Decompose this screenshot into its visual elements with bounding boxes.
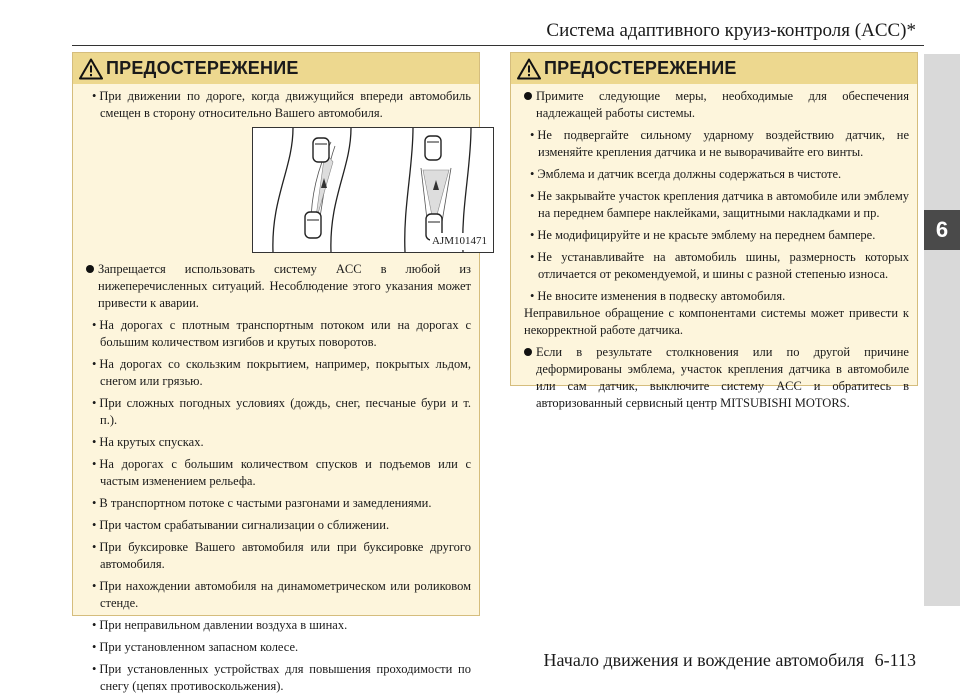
list-item: • При нахождении автомобиля на динамометрическом или роликовом стенде. (90, 578, 471, 612)
list-item: • На дорогах со скользким покрытием, например, покрытых льдом, снегом или грязью. (90, 356, 471, 390)
chapter-number: 6 (924, 210, 960, 250)
warning-header (73, 53, 479, 84)
page-footer (538, 650, 916, 671)
list-item: • Не устанавливайте на автомобиль шины, размерность которых отличается от рекомендуемой, и шины с разной степенью износа. (528, 249, 909, 283)
note-text: Неправильное обращение с компонентами системы может привести к некорректной работе датчика. (524, 306, 909, 337)
list-item: • При буксировке Вашего автомобиля или при буксировке другого автомобиля. (90, 539, 471, 573)
figure-code: AJM101471 (430, 233, 489, 250)
chapter-side-tab (924, 54, 960, 606)
list-item: • Не закрывайте участок крепления датчика в автомобиле или эмблему на переднем бампере наклейками, защитными накладками и пр. (528, 188, 909, 222)
list-item: • При неправильном давлении воздуха в шинах. (90, 617, 471, 634)
page-header-title: Система адаптивного круиз-контроля (ACC)* (546, 20, 916, 41)
main-warning-item: Запрещается использовать систему ACC в любой из нижеперечисленных ситуаций. Несоблюдение этого указания может привести к аварии. (86, 261, 471, 312)
offset-vehicle-illustration (252, 127, 494, 253)
warning-panel-right (510, 52, 918, 410)
list-item: • При частом срабатывании сигнализации о сближении. (90, 517, 471, 534)
list-item: • На крутых спусках. (90, 434, 471, 451)
list-item: • При установленных устройствах для повышения проходимости по снегу (цепях противоскольжения). (90, 661, 471, 695)
list-item: • На дорогах с большим количеством спусков и подъемов или с частым изменением рельефа. (90, 456, 471, 490)
warning-triangle-icon (79, 58, 103, 80)
main-warning-item: Если в результате столкновения или по другой причине деформированы эмблема, участок крепления датчика в автомобиле или сам датчик, выключите систему ACC и обратитесь в авторизованный сервисный центр MITSUBISHI MOTORS. (524, 344, 909, 412)
warning-panel-left (72, 52, 487, 693)
warning-title: ПРЕДОСТЕРЕЖЕНИЕ (106, 58, 299, 78)
page-number: 6-113 (874, 650, 916, 670)
main-warning-item: Примите следующие меры, необходимые для обеспечения надлежащей работы системы. (524, 88, 909, 122)
warning-triangle-icon (517, 58, 541, 80)
warning-header (511, 53, 917, 84)
list-item: • При установленном запасном колесе. (90, 639, 471, 656)
list-item: • Не вносите изменения в подвеску автомобиля. (528, 288, 909, 305)
list-item: • На дорогах с плотным транспортным потоком или на дорогах с большим количеством изгибов и крутых поворотов. (90, 317, 471, 351)
intro-item: • При движении по дороге, когда движущийся впереди автомобиль смещен в сторону относительно Вашего автомобиля. (90, 88, 471, 122)
footer-section-title: Начало движения и вождение автомобиля (543, 650, 865, 670)
list-item: • При сложных погодных условиях (дождь, снег, песчаные бури и т. п.). (90, 395, 471, 429)
header-rule (72, 45, 924, 46)
list-item: • Не модифицируйте и не красьте эмблему на переднем бампере. (528, 227, 909, 244)
list-item: • В транспортном потоке с частыми разгонами и замедлениями. (90, 495, 471, 512)
list-item: • Не подвергайте сильному ударному воздействию датчик, не изменяйте крепления датчика и не выворачивайте его винты. (528, 127, 909, 161)
list-item: • Эмблема и датчик всегда должны содержаться в чистоте. (528, 166, 909, 183)
warning-title: ПРЕДОСТЕРЕЖЕНИЕ (544, 58, 737, 78)
